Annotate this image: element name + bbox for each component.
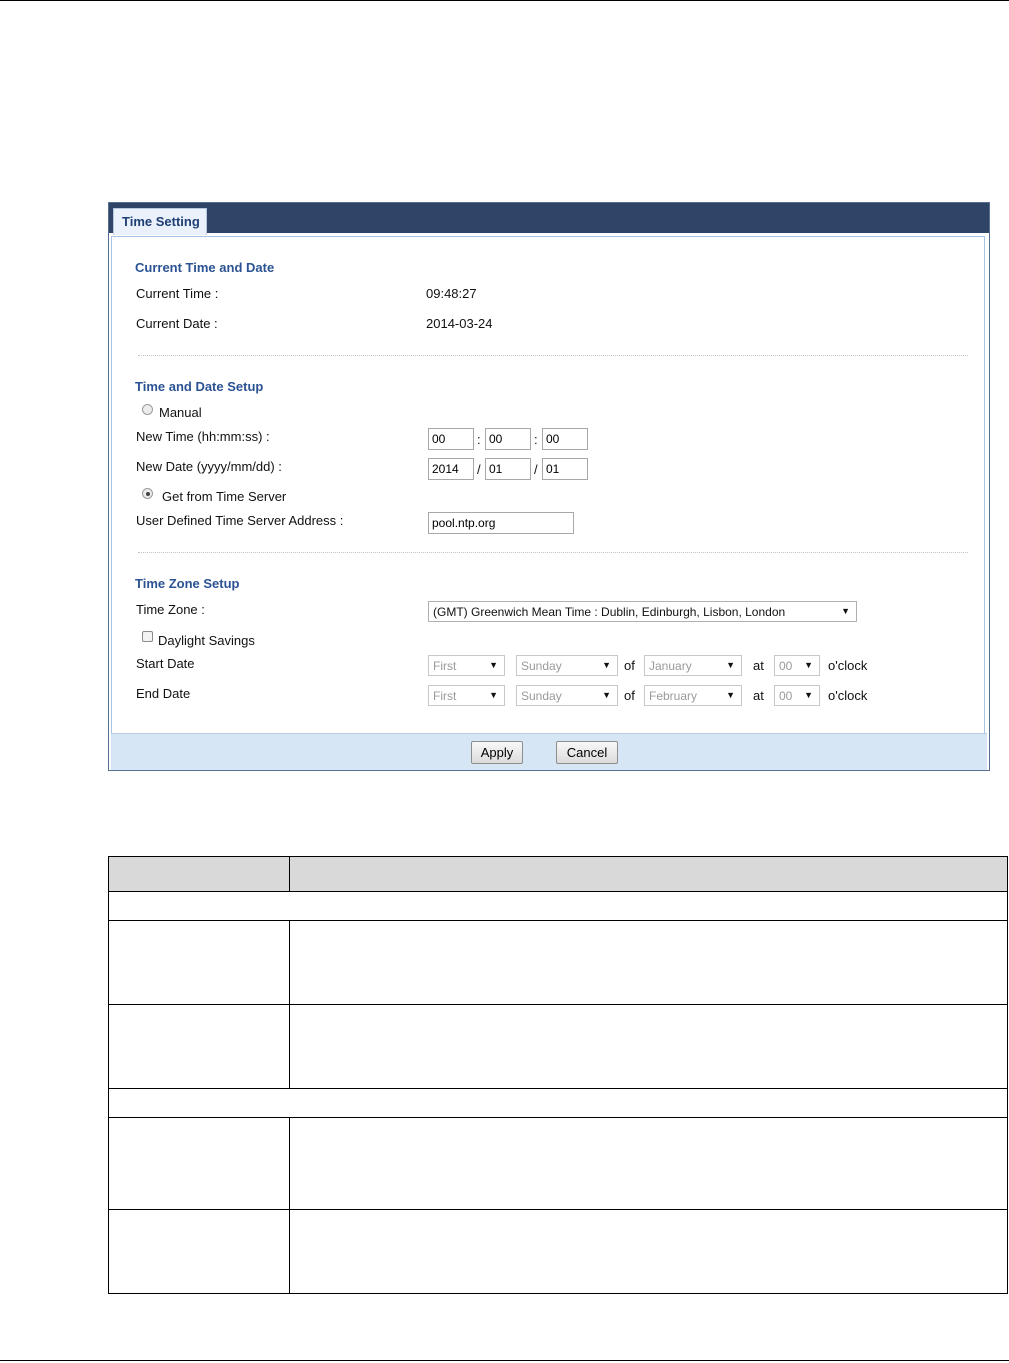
start-week-select[interactable] (428, 655, 505, 676)
table-row-label (108, 1209, 290, 1294)
time-separator: : (477, 432, 481, 447)
start-day-select[interactable] (516, 655, 618, 676)
chevron-down-icon: ▼ (602, 660, 611, 670)
end-hour-select[interactable] (774, 685, 820, 706)
current-time-label: Current Time : (136, 286, 219, 301)
new-time-label: New Time (hh:mm:ss) : (136, 429, 270, 444)
daylight-savings-label: Daylight Savings (158, 633, 255, 648)
new-date-year-input[interactable] (428, 458, 474, 480)
table-row-description (289, 1004, 1008, 1089)
panel-header (109, 203, 989, 233)
end-day-select[interactable] (516, 685, 618, 706)
chevron-down-icon: ▼ (841, 606, 850, 616)
time-separator: : (534, 432, 538, 447)
table-section-row (108, 891, 1008, 921)
table-row-description (289, 1117, 1008, 1210)
end-week-select[interactable] (428, 685, 505, 706)
table-row-description (289, 920, 1008, 1005)
start-hour-value: 00 (779, 659, 793, 673)
panel-body (111, 236, 985, 736)
end-month-select[interactable] (644, 685, 742, 706)
end-week-value: First (433, 689, 457, 703)
manual-label: Manual (159, 405, 202, 420)
start-month-select[interactable] (644, 655, 742, 676)
apply-button[interactable]: Apply (471, 741, 523, 764)
table-row-label (108, 920, 290, 1005)
start-month-value: January (649, 659, 692, 673)
page-bottom-rule (0, 1360, 1009, 1361)
date-separator: / (477, 462, 481, 477)
chevron-down-icon: ▼ (726, 690, 735, 700)
at-label: at (753, 688, 764, 703)
new-date-month-input[interactable] (485, 458, 531, 480)
cancel-button[interactable]: Cancel (556, 741, 618, 764)
table-row-label (108, 1117, 290, 1210)
start-date-label: Start Date (136, 656, 195, 671)
chevron-down-icon: ▼ (726, 660, 735, 670)
time-zone-label: Time Zone : (136, 602, 205, 617)
new-time-second-input[interactable] (542, 428, 588, 450)
description-table (108, 856, 1008, 1294)
current-date-label: Current Date : (136, 316, 218, 331)
chevron-down-icon: ▼ (489, 690, 498, 700)
server-address-input[interactable] (428, 512, 574, 534)
end-month-value: February (649, 689, 698, 703)
section-title-current: Current Time and Date (135, 260, 275, 275)
time-server-label: Get from Time Server (162, 489, 287, 504)
table-row-label (108, 1004, 290, 1089)
chevron-down-icon: ▼ (804, 660, 813, 670)
new-time-minute-input[interactable] (485, 428, 531, 450)
daylight-savings-checkbox[interactable] (142, 631, 153, 642)
server-address-label: User Defined Time Server Address : (136, 513, 344, 528)
end-day-value: Sunday (521, 689, 562, 703)
manual-radio[interactable] (142, 404, 153, 415)
end-hour-value: 00 (779, 689, 793, 703)
start-hour-select[interactable] (774, 655, 820, 676)
at-label: at (753, 658, 764, 673)
table-row-description (289, 1209, 1008, 1294)
table-header-cell-label (108, 856, 290, 892)
chevron-down-icon: ▼ (602, 690, 611, 700)
tab-time-setting[interactable]: Time Setting (113, 208, 207, 235)
oclock-label: o'clock (828, 688, 868, 703)
panel-footer (111, 733, 987, 770)
section-title-setup: Time and Date Setup (135, 379, 264, 394)
chevron-down-icon: ▼ (804, 690, 813, 700)
start-day-value: Sunday (521, 659, 562, 673)
oclock-label: o'clock (828, 658, 868, 673)
new-date-day-input[interactable] (542, 458, 588, 480)
page-top-rule (0, 0, 1009, 1)
section-divider (138, 355, 968, 356)
start-week-value: First (433, 659, 457, 673)
current-time-value: 09:48:27 (426, 286, 477, 301)
time-setting-panel (108, 202, 990, 771)
of-label: of (624, 688, 635, 703)
chevron-down-icon: ▼ (489, 660, 498, 670)
time-server-radio[interactable] (142, 488, 153, 499)
table-header-cell-description (289, 856, 1008, 892)
time-zone-value: (GMT) Greenwich Mean Time : Dublin, Edinburgh, Lisbon, London (433, 605, 786, 619)
date-separator: / (534, 462, 538, 477)
of-label: of (624, 658, 635, 673)
table-section-row (108, 1088, 1008, 1118)
new-date-label: New Date (yyyy/mm/dd) : (136, 459, 282, 474)
section-divider (138, 552, 968, 553)
current-date-value: 2014-03-24 (426, 316, 493, 331)
time-zone-select[interactable] (428, 601, 857, 622)
new-time-hour-input[interactable] (428, 428, 474, 450)
end-date-label: End Date (136, 686, 191, 701)
section-title-zone: Time Zone Setup (135, 576, 240, 591)
